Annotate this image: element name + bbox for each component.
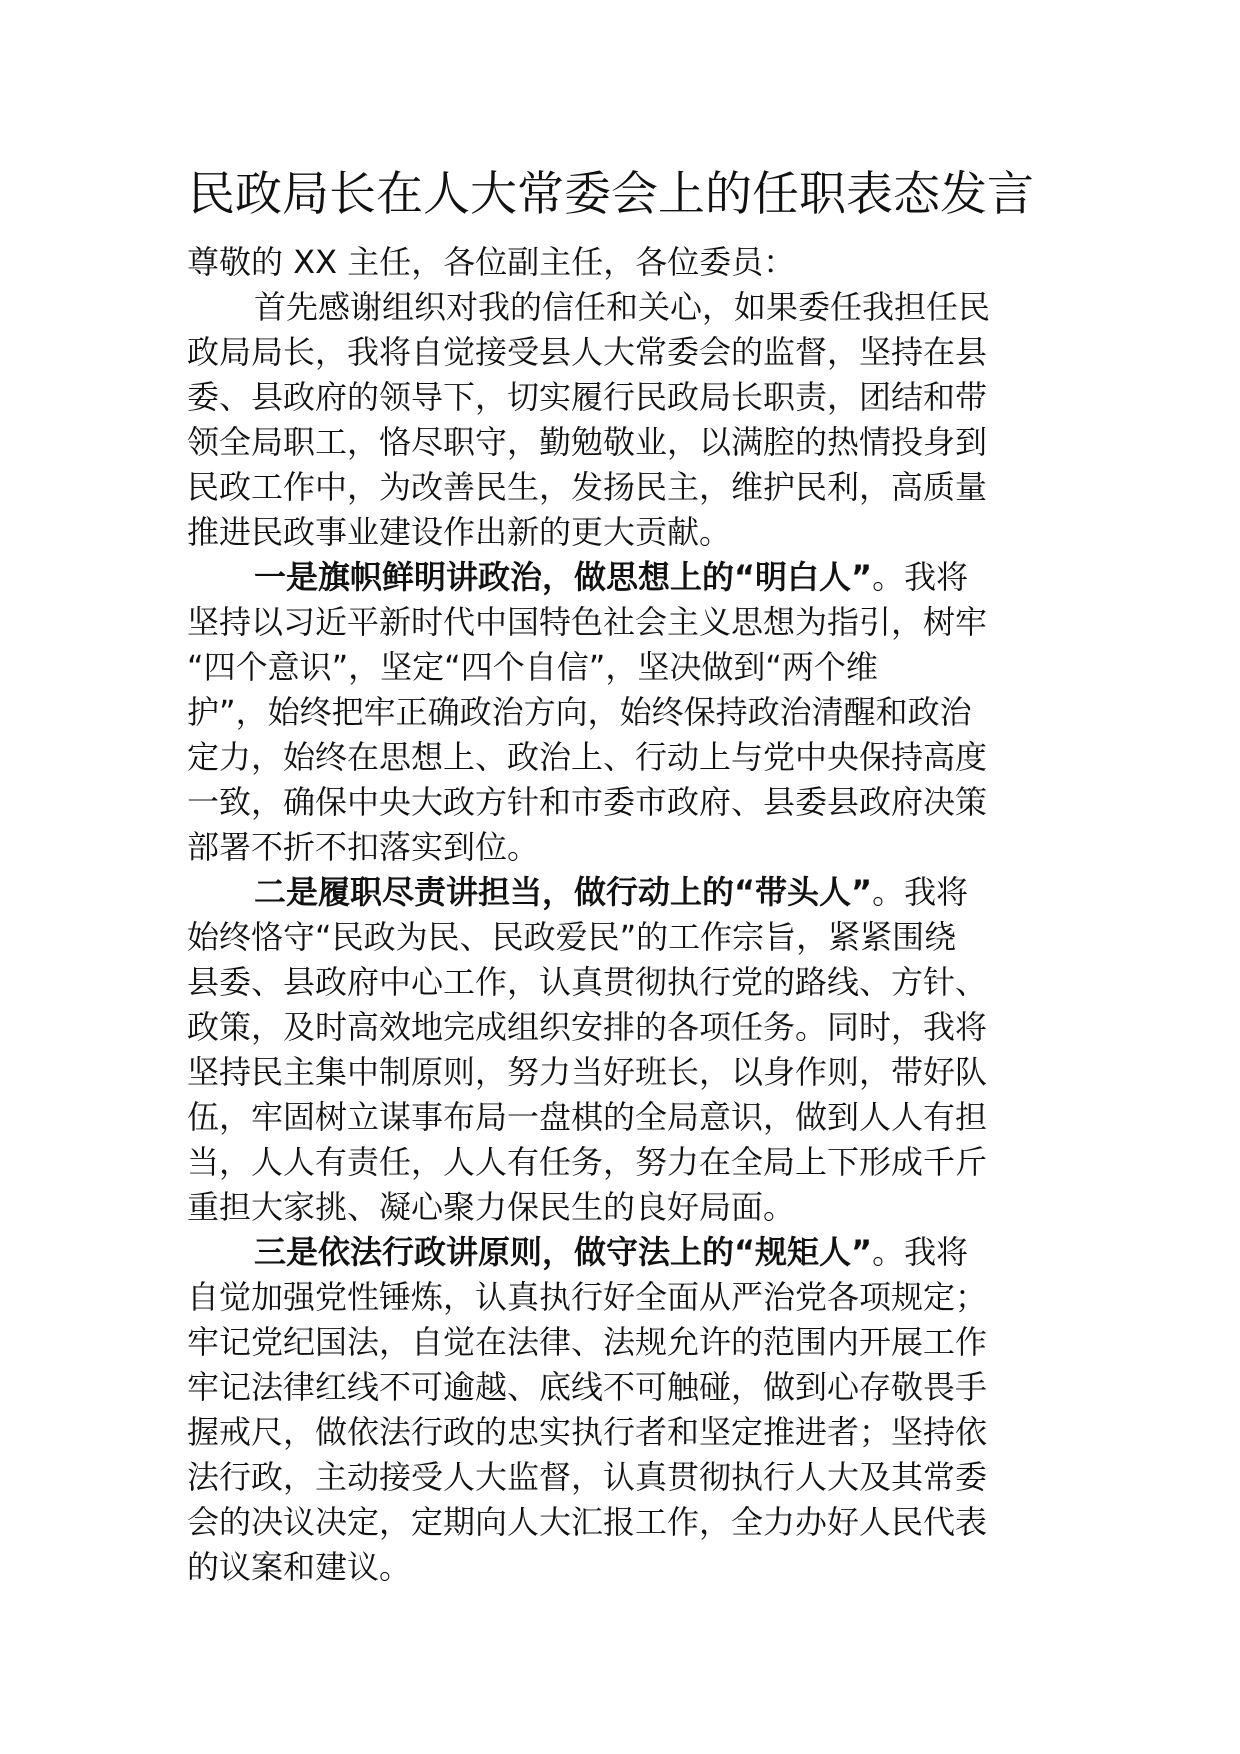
section-1-lead: 。我将 (872, 558, 969, 596)
section-2-line: 当，人人有责任，人人有任务，努力在全局上下形成千斤 (187, 1143, 988, 1181)
section-2-first-line (187, 870, 1047, 915)
section-2-line: 政策，及时高效地完成组织安排的各项任务。同时，我将 (187, 1008, 988, 1046)
intro-line: 推进民政事业建设作出新的更大贡献。 (187, 513, 732, 551)
section-3-lead: 。我将 (872, 1233, 969, 1271)
intro-line: 委、县政府的领导下，切实履行民政局长职责，团结和带 (187, 378, 988, 416)
section-1-line: 坚持以习近平新时代中国特色社会主义思想为指引，树牢 (187, 603, 988, 641)
section-2-lead: 。我将 (872, 873, 969, 911)
section-1-line: 定力，始终在思想上、政治上、行动上与党中央保持高度 (187, 738, 988, 776)
section-3-line: 法行政，主动接受人大监督，认真贯彻执行人大及其常委 (187, 1458, 988, 1496)
section-3-line: 的议案和建议。 (187, 1548, 412, 1586)
document-body (187, 240, 1047, 1590)
section-3-line: 会的决议决定，定期向人大汇报工作，全力办好人民代表 (187, 1503, 988, 1541)
salutation: 尊敬的 XX 主任，各位副主任，各位委员： (187, 243, 796, 281)
section-1-line: 部署不折不扣落实到位。 (187, 828, 540, 866)
section-2-line: 重担大家挑、凝心聚力保民生的良好局面。 (187, 1188, 796, 1226)
section-2-line: 伍，牢固树立谋事布局一盘棋的全局意识，做到人人有担 (187, 1098, 988, 1136)
intro-line: 首先感谢组织对我的信任和关心，如果委任我担任民 (254, 288, 991, 326)
section-1-line: 一致，确保中央大政方针和市委市政府、县委县政府决策 (187, 783, 988, 821)
section-1-heading: 一是旗帜鲜明讲政治，做思想上的“明白人” (254, 558, 873, 596)
section-2-line: 始终恪守“民政为民、民政爱民”的工作宗旨，紧紧围绕 (187, 918, 957, 956)
section-2-line: 县委、县政府中心工作，认真贯彻执行党的路线、方针、 (187, 963, 988, 1001)
section-1-line: “四个意识”，坚定“四个自信”，坚决做到“两个维 (187, 648, 878, 686)
intro-line: 民政工作中，为改善民生，发扬民主，维护民利，高质量 (187, 468, 988, 506)
intro-line: 政局局长，我将自觉接受县人大常委会的监督，坚持在县 (187, 333, 988, 371)
intro-line: 领全局职工，恪尽职守，勤勉敬业，以满腔的热情投身到 (187, 423, 988, 461)
section-3-line: 自觉加强党性锤炼，认真执行好全面从严治党各项规定； (187, 1278, 988, 1316)
section-3-line: 牢记法律红线不可逾越、底线不可触碰，做到心存敬畏手 (187, 1368, 988, 1406)
document-title: 民政局长在人大常委会上的任职表态发言 (188, 167, 1034, 222)
section-2-line: 坚持民主集中制原则，努力当好班长，以身作则，带好队 (187, 1053, 988, 1091)
section-3-line: 握戒尺，做依法行政的忠实执行者和坚定推进者；坚持依 (187, 1413, 988, 1451)
section-3-heading: 三是依法行政讲原则，做守法上的“规矩人” (254, 1233, 873, 1271)
section-3-line: 牢记党纪国法，自觉在法律、法规允许的范围内开展工作 (187, 1323, 988, 1361)
section-1-line: 护”，始终把牢正确政治方向，始终保持政治清醒和政治 (187, 693, 972, 731)
section-2-heading: 二是履职尽责讲担当，做行动上的“带头人” (254, 873, 873, 911)
section-1-first-line (187, 555, 1047, 600)
section-3-first-line (187, 1230, 1047, 1275)
